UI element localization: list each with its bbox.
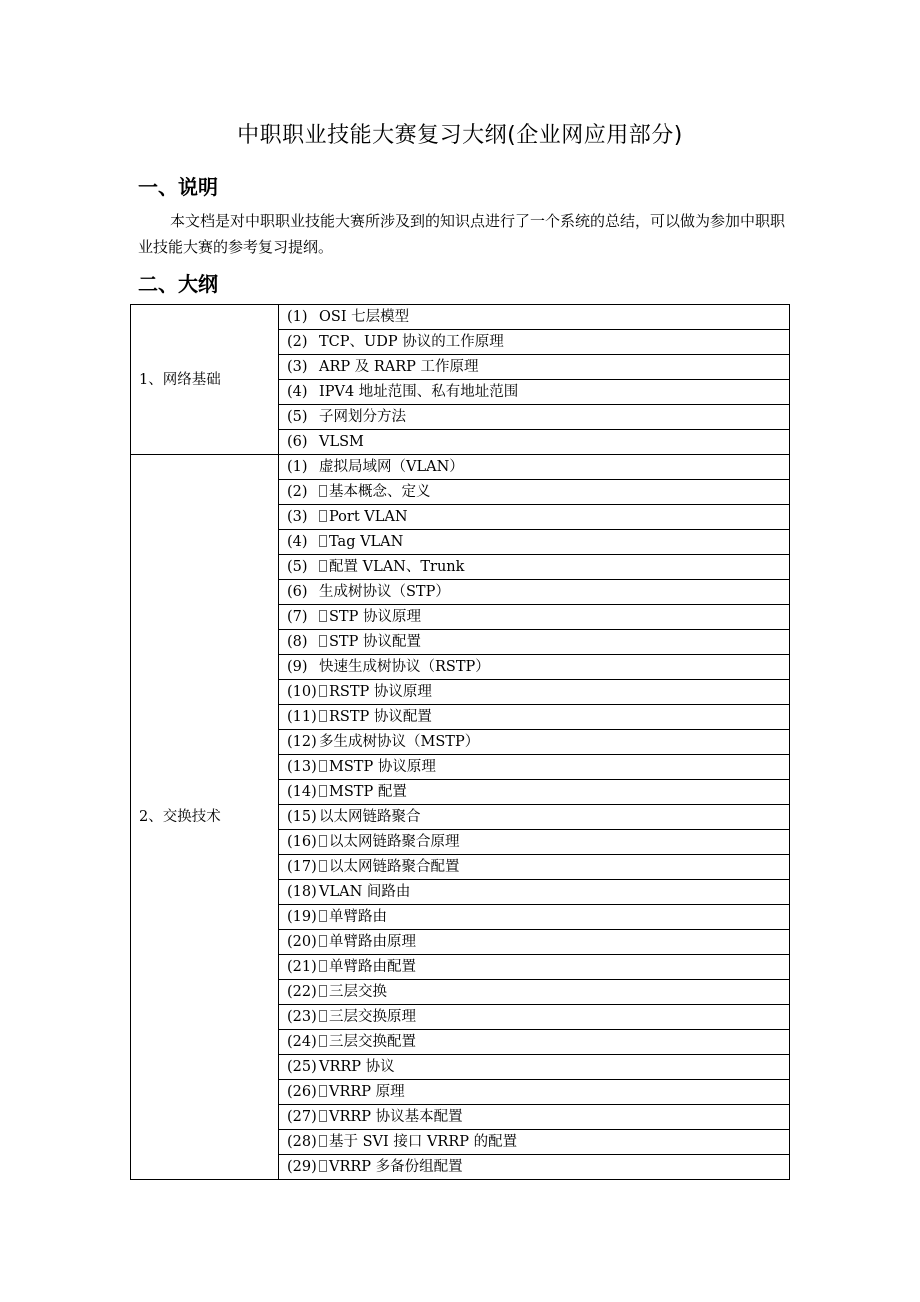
item-number: (28) bbox=[287, 1134, 317, 1150]
item-text: 生成树协议（STP） bbox=[319, 584, 450, 600]
document-title: 中职职业技能大赛复习大纲(企业网应用部分) bbox=[237, 123, 683, 148]
outline-item bbox=[279, 630, 790, 655]
item-text: STP 协议配置 bbox=[329, 634, 421, 650]
outline-item bbox=[279, 405, 790, 430]
item-text: VLAN 间路由 bbox=[319, 884, 411, 900]
item-text: 三层交换 bbox=[329, 984, 387, 1000]
item-number: (5) bbox=[287, 559, 308, 575]
missing-glyph-box-icon bbox=[319, 1135, 327, 1147]
item-text: 三层交换配置 bbox=[329, 1034, 416, 1050]
section-heading-description: 一、说明 bbox=[138, 175, 218, 199]
missing-glyph-box-icon bbox=[319, 685, 327, 697]
missing-glyph-box-icon bbox=[319, 610, 327, 622]
outline-item bbox=[279, 430, 790, 455]
item-text: Tag VLAN bbox=[329, 534, 404, 550]
item-number: (7) bbox=[287, 609, 308, 625]
item-number: (19) bbox=[287, 909, 317, 925]
item-text: 单臂路由配置 bbox=[329, 959, 416, 975]
missing-glyph-box-icon bbox=[319, 760, 327, 772]
item-text: ARP 及 RARP 工作原理 bbox=[319, 359, 479, 375]
missing-glyph-box-icon bbox=[319, 535, 327, 547]
item-text: 以太网链路聚合原理 bbox=[329, 834, 460, 850]
item-number: (26) bbox=[287, 1084, 317, 1100]
outline-item bbox=[279, 830, 790, 855]
item-text: MSTP 配置 bbox=[329, 784, 407, 800]
outline-category: 1、网络基础 bbox=[131, 305, 279, 455]
item-number: (2) bbox=[287, 484, 308, 500]
item-number: (5) bbox=[287, 409, 308, 425]
outline-item bbox=[279, 580, 790, 605]
missing-glyph-box-icon bbox=[319, 860, 327, 872]
outline-item bbox=[279, 1005, 790, 1030]
outline-item bbox=[279, 930, 790, 955]
item-number: (21) bbox=[287, 959, 317, 975]
missing-glyph-box-icon bbox=[319, 510, 327, 522]
outline-item bbox=[279, 605, 790, 630]
outline-item bbox=[279, 855, 790, 880]
outline-item bbox=[279, 530, 790, 555]
item-number: (13) bbox=[287, 759, 317, 775]
item-text: 快速生成树协议（RSTP） bbox=[319, 659, 490, 675]
outline-item bbox=[279, 1155, 790, 1180]
item-number: (1) bbox=[287, 459, 308, 475]
outline-item bbox=[279, 705, 790, 730]
outline-item bbox=[279, 880, 790, 905]
item-number: (17) bbox=[287, 859, 317, 875]
item-text: 以太网链路聚合配置 bbox=[329, 859, 460, 875]
outline-table bbox=[130, 304, 790, 1180]
item-number: (10) bbox=[287, 684, 317, 700]
missing-glyph-box-icon bbox=[319, 1160, 327, 1172]
item-number: (8) bbox=[287, 634, 308, 650]
item-number: (3) bbox=[287, 359, 308, 375]
outline-item bbox=[279, 355, 790, 380]
item-text: MSTP 协议原理 bbox=[329, 759, 436, 775]
item-text: VRRP 多备份组配置 bbox=[329, 1159, 463, 1175]
item-text: RSTP 协议配置 bbox=[329, 709, 432, 725]
missing-glyph-box-icon bbox=[319, 1010, 327, 1022]
outline-item bbox=[279, 380, 790, 405]
missing-glyph-box-icon bbox=[319, 1035, 327, 1047]
item-text: 单臂路由原理 bbox=[329, 934, 416, 950]
item-text: RSTP 协议原理 bbox=[329, 684, 432, 700]
outline-item bbox=[279, 780, 790, 805]
table-row bbox=[131, 305, 790, 330]
item-number: (6) bbox=[287, 434, 308, 450]
outline-item bbox=[279, 1130, 790, 1155]
outline-item bbox=[279, 730, 790, 755]
item-number: (15) bbox=[287, 809, 317, 825]
item-number: (6) bbox=[287, 584, 308, 600]
item-number: (12) bbox=[287, 734, 317, 750]
outline-item bbox=[279, 555, 790, 580]
item-text: 单臂路由 bbox=[329, 909, 387, 925]
item-number: (4) bbox=[287, 384, 308, 400]
missing-glyph-box-icon bbox=[319, 985, 327, 997]
item-number: (14) bbox=[287, 784, 317, 800]
item-text: 基本概念、定义 bbox=[329, 484, 431, 500]
missing-glyph-box-icon bbox=[319, 835, 327, 847]
missing-glyph-box-icon bbox=[319, 935, 327, 947]
missing-glyph-box-icon bbox=[319, 710, 327, 722]
item-text: 三层交换原理 bbox=[329, 1009, 416, 1025]
item-text: 子网划分方法 bbox=[319, 409, 406, 425]
description-paragraph: 本文档是对中职职业技能大赛所涉及到的知识点进行了一个系统的总结，可以做为参加中职职业技能大赛的参考复习提纲。 bbox=[138, 212, 786, 256]
item-number: (4) bbox=[287, 534, 308, 550]
item-number: (24) bbox=[287, 1034, 317, 1050]
item-text: VLSM bbox=[319, 434, 364, 450]
outline-item bbox=[279, 1055, 790, 1080]
outline-item bbox=[279, 505, 790, 530]
item-number: (18) bbox=[287, 884, 317, 900]
outline-item bbox=[279, 1030, 790, 1055]
outline-item bbox=[279, 305, 790, 330]
item-text: 虚拟局域网（VLAN） bbox=[319, 459, 464, 475]
outline-item bbox=[279, 980, 790, 1005]
outline-item bbox=[279, 755, 790, 780]
missing-glyph-box-icon bbox=[319, 1110, 327, 1122]
item-text: 以太网链路聚合 bbox=[319, 809, 421, 825]
item-number: (9) bbox=[287, 659, 308, 675]
outline-item bbox=[279, 480, 790, 505]
item-number: (3) bbox=[287, 509, 308, 525]
missing-glyph-box-icon bbox=[319, 635, 327, 647]
item-number: (22) bbox=[287, 984, 317, 1000]
outline-item bbox=[279, 330, 790, 355]
item-text: STP 协议原理 bbox=[329, 609, 421, 625]
item-number: (11) bbox=[287, 709, 317, 725]
item-text: VRRP 协议基本配置 bbox=[329, 1109, 463, 1125]
item-text: 基于 SVI 接口 VRRP 的配置 bbox=[329, 1134, 518, 1150]
missing-glyph-box-icon bbox=[319, 1085, 327, 1097]
item-text: 配置 VLAN、Trunk bbox=[329, 559, 465, 575]
item-text: 多生成树协议（MSTP） bbox=[319, 734, 480, 750]
missing-glyph-box-icon bbox=[319, 560, 327, 572]
missing-glyph-box-icon bbox=[319, 960, 327, 972]
item-number: (16) bbox=[287, 834, 317, 850]
item-text: VRRP 原理 bbox=[329, 1084, 405, 1100]
missing-glyph-box-icon bbox=[319, 485, 327, 497]
outline-item bbox=[279, 805, 790, 830]
item-number: (27) bbox=[287, 1109, 317, 1125]
outline-category: 2、交换技术 bbox=[131, 455, 279, 1180]
table-row bbox=[131, 455, 790, 480]
missing-glyph-box-icon bbox=[319, 785, 327, 797]
outline-item bbox=[279, 955, 790, 980]
item-number: (29) bbox=[287, 1159, 317, 1175]
item-number: (25) bbox=[287, 1059, 317, 1075]
item-text: Port VLAN bbox=[329, 509, 408, 525]
item-number: (1) bbox=[287, 309, 308, 325]
outline-item bbox=[279, 680, 790, 705]
item-text: TCP、UDP 协议的工作原理 bbox=[319, 334, 504, 350]
item-number: (23) bbox=[287, 1009, 317, 1025]
missing-glyph-box-icon bbox=[319, 910, 327, 922]
item-text: OSI 七层模型 bbox=[319, 309, 410, 325]
outline-item bbox=[279, 1105, 790, 1130]
section-heading-outline: 二、大纲 bbox=[138, 272, 218, 296]
item-text: VRRP 协议 bbox=[319, 1059, 395, 1075]
item-number: (2) bbox=[287, 334, 308, 350]
outline-item bbox=[279, 1080, 790, 1105]
item-number: (20) bbox=[287, 934, 317, 950]
outline-item bbox=[279, 455, 790, 480]
item-text: IPV4 地址范围、私有地址范围 bbox=[319, 384, 519, 400]
outline-item bbox=[279, 655, 790, 680]
outline-item bbox=[279, 905, 790, 930]
